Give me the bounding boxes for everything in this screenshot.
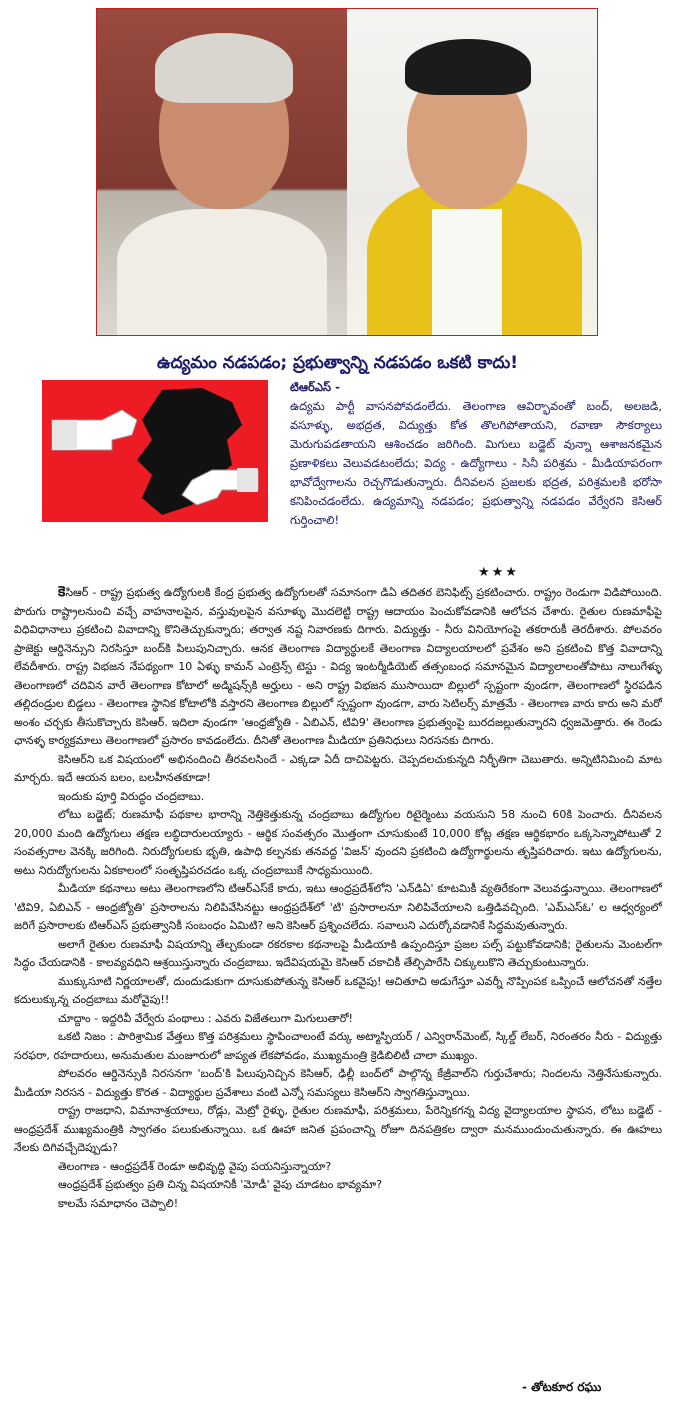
leaders-photo bbox=[96, 8, 598, 336]
sidebar-text: ఉద్యమ పార్టీ వాసనపోవడంలేదు. తెలంగాణ ఆవిర్భావంతో బంద్, అలజడి, వసూళ్ళు, అభద్రత, విద్యుత్తు కోత తొలగిపోతాయని, రవాణా సౌకర్యాలు మెరుగుపడతాయని ఆశించడం జరిగింది. మిగులు బడ్జెట్ వున్నా ఆశాజనకమైన ప్రణాళికలు వెలువడటంలేదు; విద్య - ఉద్యోగాలు - సినీ పరిశ్రమ - మీడియాపరంగా భావోద్వేగాలను రెచ్చగొడుతున్నారు. దీనివలన ప్రజలకు భద్రత, పరిశ్రమలకి భరోసా కనిపించడంలేదు. ఉద్యమాన్ని నడపడం; ప్రభుత్వాన్ని నడపడం వేర్వేరని కెసిఆర్ గుర్తించాలి! bbox=[290, 399, 662, 527]
paragraph: పోలవరం ఆర్డినెన్సుకి నిరసనగా 'బంద్'కి పిలుపునిచ్చిన కెసిఆర్, ఢిల్లీ బంద్‌లో పాల్గొన్న కేజ్రీవాల్‌ని గుర్తుచేశారు; నిందలను నెత్తినేసుకున్నారు. మీడియా నిరసన - విద్యుత్తు కొరత - విద్యార్థుల ప్రవేశాలు వంటి ఎన్నో సమస్యలు కెసిఆర్‌ని స్వాగతిస్తున్నాయి. bbox=[14, 1067, 662, 1099]
paragraph: తెలంగాణ - ఆంధ్రప్రదేశ్ రెండూ అభివృద్ధి వైపు పయనిస్తున్నాయా? bbox=[58, 1159, 332, 1173]
paragraph: ఇందుకు పూర్తి విరుద్ధం చంద్రబాబు. bbox=[58, 789, 205, 803]
paragraph: లోటు బడ్జెట్; రుణమాఫీ పథకాల భారాన్ని నెత్తికెత్తుకున్న చంద్రబాబు ఉద్యోగుల రిటైర్మెంటు వయసుని 58 నుంచి 60కి పెంచారు. దీనివలన 20,000 మంది ఉద్యోగులు తక్షణ లబ్ధిదారులయ్యారు - ఆర్థిక సంవత్సరం మొత్తంగా చూసుకుంటే 10,000 కోట్ల తక్షణ ఆర్థికభారం ఒక్కసెన్నాపోటుతో 2 సంవత్సరాల వెనక్కి జరిగింది. నిరుద్యోగులకు భృతి, ఉపాధి కల్పనకు తనవద్ద 'విజన్' వుందని ప్రకటించి ఉద్యోగార్థులను తృప్తిపరిచారు. ఇటు ఉద్యోగులను, అటు నిరుద్యోగులను ఏకకాలంలో సంతృప్తిపరచడం ఒక్క చంద్రబాబుకే సాధ్యమయింది. bbox=[14, 808, 662, 877]
paragraph: ఒకటి నిజం : పారిశ్రామిక వేత్తలు కొత్త పరిశ్రమలు స్థాపించాలంటే వర్కు అట్మాస్ఫియర్ / ఎన్విరాన్‌మెంట్, స్కిల్డ్ లేబర్, నిరంతరం నీరు - విద్యుత్తు సరఫరా, రహదారులు, అనుమతుల మంజూరులో జాప్యత లేకపోవడం, ముఖ్యమంత్రి క్రెడిబిలిటీ చాలా ముఖ్యం. bbox=[14, 1030, 662, 1062]
paragraph: కెసిఆర్‌ని ఒక విషయంలో అభినందించి తీరవలసిందే - ఎక్కడా ఏదీ దాచిపెట్టరు. చెప్పదలచుకున్నది నిర్భీతిగా చెబుతారు. అన్నిటినిమించి మాట మార్చరు. ఇదే ఆయన బలం, బలహీనతకూడా! bbox=[14, 752, 662, 784]
paragraph: మీడియా కథనాలు అటు తెలంగాణలోని టిఆర్ఎస్‌కే కాదు, ఇటు ఆంధ్రప్రదేశ్‌లోని 'ఎన్‌డిఏ' కూటమికీ వ్యతిరేకంగా వెలువడ్తున్నాయి. తెలంగాణలో 'టివి9, ఏబిఎన్ - ఆంధ్రజ్యోతి' ప్రసారాలను నిలిపివేసినట్టు ఆంధ్రప్రదేశ్‌లో 'టి' ప్రసారాలనూ నిలిపివేయాలని ఒత్తిడివచ్చింది. 'ఎమ్ఎస్ఓ' ల ఆధ్వర్యంలో జరిగే ప్రసారాలకు టిఆర్ఎస్ ప్రభుత్వానికీ సంబంధం ఏమిటి? అని కెసిఆర్ ప్రశ్నించలేదు. సవాలుని ఎదుర్కోవడానికే సిద్ధమవుతున్నారు. bbox=[14, 882, 662, 932]
paragraph: సిఆర్ - రాష్ట్ర ప్రభుత్వ ఉద్యోగులకి కేంద్ర ప్రభుత్వ ఉద్యోగులతో సమానంగా డిఏ తదితర బెనిఫిట్స్ ప్రకటించారు. రాష్ట్రం రెండుగా విడిపోయింది. పొరుగు రాష్ట్రాలనుంచి వచ్చే వాహనాలపైన, వస్తువులపైన వసూళ్ళు మొదలెట్టి రాష్ట్ర ఆదాయం పెంచుకోవడానికి ఆలోచన చేశారు. రైతుల రుణమాఫీపై విధివిధానాలు ప్రకటించి వివాదాన్ని కొనితెచ్చుకున్నారు; తర్వాత నష్ట నివారణకు దిగారు. విద్యుత్తు - నీరు వినియోగంపై తకరారుకీ తెరదీశారు. పోలవరం ప్రాజెక్టు ఆర్డినెన్సుని నిరసిస్తూ బంద్‌కి పిలుపునిచ్చారు. ఆనక తెలంగాణ విద్యార్థులకే తెలంగాణ విద్యాలయాలలో ప్రవేశం అని ప్రకటించి కొత్త వివాదాన్ని లేవదీశారు. రాష్ట్ర విభజన నేపథ్యంగా 10 ఏళ్ళు కామన్ ఎంట్రెన్స్ టెస్టు - విద్య ఇంటర్మీడియెట్ తత్సంబంధ సమానమైన విద్యాలాలంతోపాటు నాలుగేళ్ళు తెలంగాణలో చదివిన వారే తెలంగాణ కోటాలో అడ్మిషన్స్‌కి అర్హులు - అని రాష్ట్ర విభజన ముసాయిదా బిల్లులో స్పష్టంగా వుండగా, తెలంగాణలో స్థిరపడిన తల్లిదండ్రుల బిడ్డలు - తెలంగాణ స్థానిక కోటాలోకి వస్తారని తెలంగాణ బిల్లులో స్పష్టంగా వుండగా, వారు సెటిలర్స్ మాత్రమే - తెలంగాణ వారు కారు అని మరో అంశం చర్చకు తీసుకొచ్చారు కెసిఆర్. ఇదిలా వుండగా 'ఆంధ్రజ్యోతి - ఏబిఎన్, టివి9' తెలంగాణ ప్రభుత్వంపై బురదజల్లుతున్నారని ధ్వజమెత్తారు. ఈ రెండు ఛానళ్ళ కార్యక్రమాలు తెలంగాణలో ప్రసారం కావడంలేదు. దీనితో తెలంగాణ మీడియా ప్రతినిధులు నిరసనకు దిగారు. bbox=[14, 586, 662, 747]
paragraph: రాష్ట్ర రాజధాని, విమానాశ్రయాలు, రోడ్లు, మెట్రో రైళ్ళు, రైతుల రుణమాఫీ, పరిశ్రమలు, పేరెన్నికగన్న విద్య వైద్యాలయాల స్థాపన, లోటు బడ్జెట్ - ఆంధ్రప్రదేశ్ ముఖ్యమంత్రికి స్వాగతం పలుకుతున్నాయి. ఒక ఊహా జనిత ప్రపంచాన్ని రోజూ దినపత్రికల ద్వారా మనముందుంచుతున్నారు. ఈ ఊహలు నేలకు దిగివచ్చేదెప్పుడు? bbox=[14, 1104, 662, 1154]
paragraph: ఆంధ్రప్రదేశ్ ప్రభుత్వం ప్రతి చిన్న విషయానికీ 'మోడీ' వైపు చూడటం భావ్యమా? bbox=[58, 1178, 383, 1191]
sidebar-label: టిఆర్ఎస్ - bbox=[290, 380, 340, 394]
article-body bbox=[14, 583, 662, 1213]
leader-left-photo bbox=[97, 9, 347, 335]
paragraph: చూద్దాం - ఇద్దరివీ వేర్వేరు పంథాలు : ఎవరు విజేతలుగా మిగులుతారో! bbox=[58, 1011, 353, 1025]
sidebar-summary bbox=[290, 378, 662, 530]
section-divider: ★★★ bbox=[478, 565, 519, 580]
leader-right-photo bbox=[347, 9, 598, 335]
state-division-graphic bbox=[42, 380, 268, 522]
dropcap: కె bbox=[58, 584, 66, 600]
paragraph: ముక్కుసూటి నిర్ణయాలతో, దుందుడుకుగా దూసుకుపోతున్న కెసిఆర్ ఒకవైపు! ఆచితూచి అడుగేస్తూ ఎవర్నీ నొప్పింపక ఒప్పించే ఆలోచనతో నత్తేల కదులుక్కున్న చంద్రబాబు మరోవైపు!! bbox=[14, 974, 662, 1006]
paragraph: అలాగే రైతుల రుణమాఫీ విషయాన్ని తేల్చకుండా రకరకాల కథనాలపై మీడియాకి ఉప్పందిస్తూ ప్రజల పల్స్ పట్టుకోవడానికి; రైతులను మెంటల్‌గా సిద్ధం చేయడానికి - కాలవ్యవధిని ఆశ్రయిస్తున్నారు చంద్రబాబు. ఇదేవిషయమై కెసిఆర్ చకాచికీ తేల్చిపారేసి చిక్కులుకొని తెచ్చుకుంటున్నారు. bbox=[14, 937, 662, 969]
paragraph: కాలమే సమాధానం చెప్పాలి! bbox=[58, 1196, 179, 1210]
article-headline: ఉద్యమం నడపడం; ప్రభుత్వాన్ని నడపడం ఒకటి కాదు! bbox=[157, 353, 518, 373]
author-byline: - తోటకూర రఘు bbox=[522, 1380, 602, 1394]
